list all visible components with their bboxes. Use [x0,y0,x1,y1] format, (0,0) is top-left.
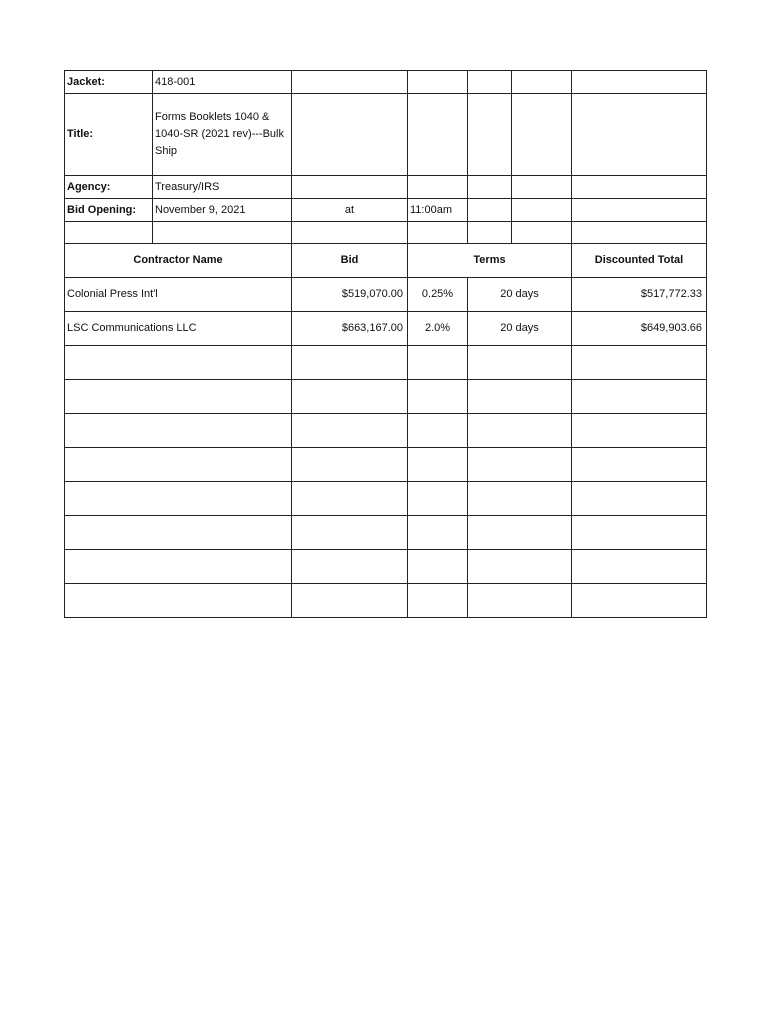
empty-cell [468,516,572,550]
empty-table-row [65,516,707,550]
agency-label: Agency: [65,176,153,199]
empty-cell [512,176,572,199]
empty-cell [468,176,512,199]
empty-cell [65,482,292,516]
empty-cell [65,222,153,244]
empty-cell [512,71,572,94]
empty-cell [468,199,512,222]
empty-table-row [65,380,707,414]
bid-opening-row [65,199,707,222]
contractor-name: LSC Communications LLC [65,312,292,346]
jacket-value: 418-001 [153,71,292,94]
bid-opening-at: at [292,199,408,222]
empty-cell [572,176,707,199]
empty-cell [65,414,292,448]
agency-value: Treasury/IRS [153,176,292,199]
empty-cell [408,346,468,380]
title-label: Title: [65,94,153,176]
empty-cell [512,94,572,176]
discounted-total: $649,903.66 [572,312,707,346]
empty-cell [512,199,572,222]
empty-table-row [65,550,707,584]
bid-table [64,70,707,618]
empty-cell [572,482,707,516]
title-row [65,94,707,176]
column-header-row [65,244,707,278]
empty-cell [153,222,292,244]
empty-table-row [65,482,707,516]
empty-cell [572,414,707,448]
empty-cell [292,71,408,94]
empty-table-row [65,414,707,448]
contractor-name: Colonial Press Int'l [65,278,292,312]
discounted-total-header: Discounted Total [572,244,707,278]
table-row [65,312,707,346]
empty-cell [468,222,512,244]
empty-cell [408,414,468,448]
title-value: Forms Booklets 1040 & 1040-SR (2021 rev)---Bulk Ship [153,94,292,176]
jacket-label: Jacket: [65,71,153,94]
empty-cell [572,380,707,414]
discount-days: 20 days [468,312,572,346]
empty-cell [408,550,468,584]
empty-cell [572,448,707,482]
empty-cell [292,584,408,618]
empty-cell [65,448,292,482]
empty-cell [572,584,707,618]
empty-cell [468,448,572,482]
bid-header: Bid [292,244,408,278]
empty-cell [292,94,408,176]
bid-opening-label: Bid Opening: [65,199,153,222]
contractor-header: Contractor Name [65,244,292,278]
empty-cell [408,584,468,618]
bid-opening-time: 11:00am [408,199,468,222]
empty-cell [468,380,572,414]
bid-amount: $519,070.00 [292,278,408,312]
table-row [65,278,707,312]
empty-cell [408,380,468,414]
empty-cell [65,516,292,550]
discount-days: 20 days [468,278,572,312]
terms-header: Terms [408,244,572,278]
empty-cell [408,448,468,482]
discount-rate: 2.0% [408,312,468,346]
empty-cell [292,550,408,584]
empty-cell [292,176,408,199]
discounted-total: $517,772.33 [572,278,707,312]
agency-row [65,176,707,199]
empty-cell [408,94,468,176]
empty-cell [292,414,408,448]
empty-cell [468,414,572,448]
empty-cell [292,346,408,380]
discount-rate: 0.25% [408,278,468,312]
empty-cell [292,380,408,414]
empty-cell [408,482,468,516]
empty-cell [292,448,408,482]
empty-cell [65,584,292,618]
empty-table-row [65,346,707,380]
empty-cell [292,222,408,244]
empty-cell [572,516,707,550]
empty-cell [572,346,707,380]
empty-cell [468,71,512,94]
empty-table-row [65,584,707,618]
empty-cell [572,71,707,94]
empty-cell [468,584,572,618]
empty-cell [65,550,292,584]
empty-cell [408,176,468,199]
bid-opening-date: November 9, 2021 [153,199,292,222]
empty-cell [408,516,468,550]
empty-cell [292,516,408,550]
blank-row [65,222,707,244]
empty-cell [512,222,572,244]
empty-table-row [65,448,707,482]
empty-cell [572,550,707,584]
empty-cell [65,346,292,380]
jacket-row [65,71,707,94]
bid-abstract-sheet [64,70,706,618]
empty-cell [572,222,707,244]
empty-cell [572,199,707,222]
empty-cell [468,482,572,516]
empty-cell [408,71,468,94]
empty-cell [468,94,512,176]
empty-cell [572,94,707,176]
empty-cell [292,482,408,516]
empty-cell [65,380,292,414]
empty-cell [408,222,468,244]
empty-cell [468,346,572,380]
bid-amount: $663,167.00 [292,312,408,346]
empty-cell [468,550,572,584]
